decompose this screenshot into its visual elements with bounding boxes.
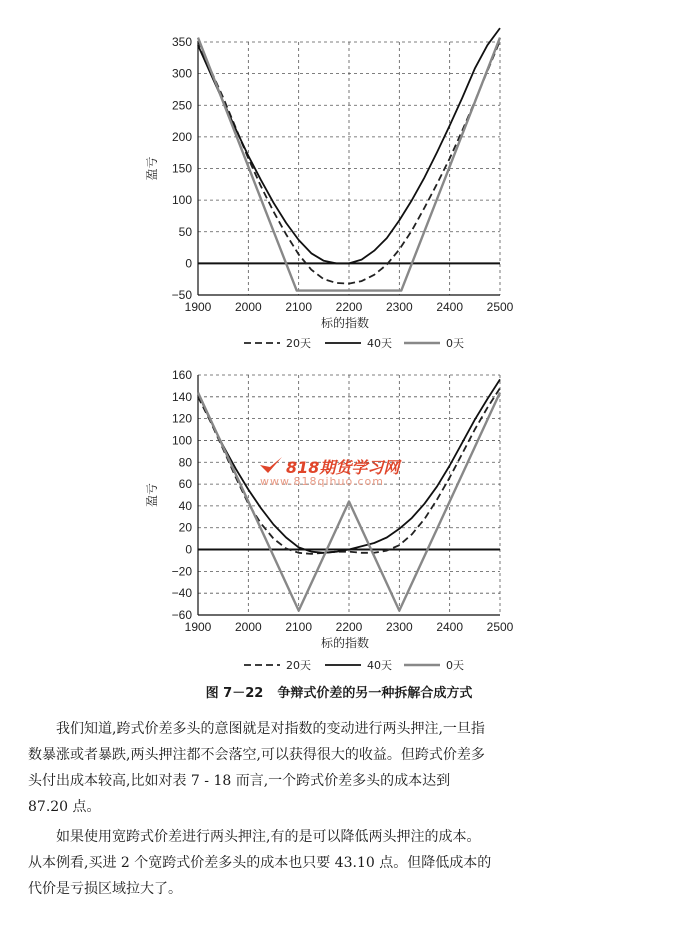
legend-label: 20天 — [286, 337, 311, 350]
legend-label: 40天 — [367, 659, 392, 672]
paragraph-1 — [28, 716, 628, 820]
x-tick-label: 2100 — [285, 620, 313, 634]
paragraph-line: 代价是亏损区域拉大了。 — [28, 881, 182, 897]
x-tick-label: 2400 — [436, 300, 464, 314]
check-logo-icon — [258, 455, 284, 475]
legend-label: 20天 — [286, 659, 311, 672]
x-axis-label: 标的指数 — [320, 636, 370, 650]
y-tick-label: 120 — [171, 411, 192, 426]
legend-label: 0天 — [446, 337, 464, 350]
y-tick-label: 250 — [171, 98, 192, 113]
chart-bottom — [0, 360, 678, 680]
figure-caption — [0, 682, 678, 701]
legend-label: 40天 — [367, 337, 392, 350]
x-tick-label: 2500 — [486, 620, 514, 634]
x-tick-label: 1900 — [184, 300, 212, 314]
y-axis-label: 盈亏 — [145, 482, 159, 508]
y-tick-label: −60 — [171, 608, 192, 622]
watermark-title: 818期货学习网 — [286, 458, 400, 477]
y-tick-label: −50 — [171, 288, 192, 302]
x-tick-label: 2300 — [385, 620, 413, 634]
y-tick-label: 20 — [178, 520, 192, 535]
y-axis-label: 盈亏 — [145, 156, 159, 181]
y-tick-label: 50 — [178, 224, 192, 239]
chart-top — [0, 0, 678, 360]
y-tick-label: −40 — [171, 586, 192, 601]
x-tick-label: 2500 — [486, 300, 514, 314]
x-tick-label: 1900 — [184, 620, 212, 634]
y-tick-label: 100 — [171, 433, 192, 448]
paragraph-line: 头付出成本较高,比如对表 7 - 18 而言,一个跨式价差多头的成本达到 — [28, 773, 451, 789]
y-tick-label: 0 — [185, 542, 192, 557]
x-tick-label: 2000 — [234, 300, 262, 314]
y-tick-label: −20 — [171, 564, 192, 579]
x-tick-label: 2000 — [234, 620, 262, 634]
x-tick-label: 2300 — [385, 300, 413, 314]
x-tick-label: 2100 — [285, 300, 313, 314]
watermark-url: www.818qihuo.com — [260, 475, 384, 488]
y-tick-label: 40 — [178, 498, 192, 513]
y-tick-label: 350 — [171, 35, 192, 49]
x-tick-label: 2200 — [335, 300, 363, 314]
paragraph-2 — [28, 824, 628, 902]
x-tick-label: 2200 — [335, 620, 363, 634]
legend-label: 0天 — [446, 659, 464, 672]
paragraph-line: 如果使用宽跨式价差进行两头押注,有的是可以降低两头押注的成本。 — [56, 829, 481, 845]
figure-title: 争辩式价差的另一种拆解合成方式 — [277, 686, 473, 701]
paragraph-line: 从本例看,买进 2 个宽跨式价差多头的成本也只要 43.10 点。但降低成本的 — [28, 855, 492, 871]
y-tick-label: 150 — [171, 161, 192, 176]
watermark — [258, 455, 458, 495]
paragraph-line: 我们知道,跨式价差多头的意图就是对指数的变动进行两头押注,一旦指 — [56, 721, 485, 737]
y-tick-label: 160 — [171, 368, 192, 382]
y-tick-label: 80 — [178, 455, 192, 470]
y-tick-label: 0 — [185, 256, 192, 271]
y-tick-label: 200 — [171, 129, 192, 144]
paragraph-line: 87.20 点。 — [28, 799, 101, 815]
y-tick-label: 300 — [171, 66, 192, 81]
x-tick-label: 2400 — [436, 620, 464, 634]
y-tick-label: 140 — [171, 389, 192, 404]
paragraph-line: 数暴涨或者暴跌,两头押注都不会落空,可以获得很大的收益。但跨式价差多 — [28, 747, 485, 763]
figure-number: 图 7－22 — [205, 686, 264, 701]
y-tick-label: 60 — [178, 477, 192, 492]
y-tick-label: 100 — [171, 193, 192, 208]
x-axis-label: 标的指数 — [320, 316, 370, 330]
